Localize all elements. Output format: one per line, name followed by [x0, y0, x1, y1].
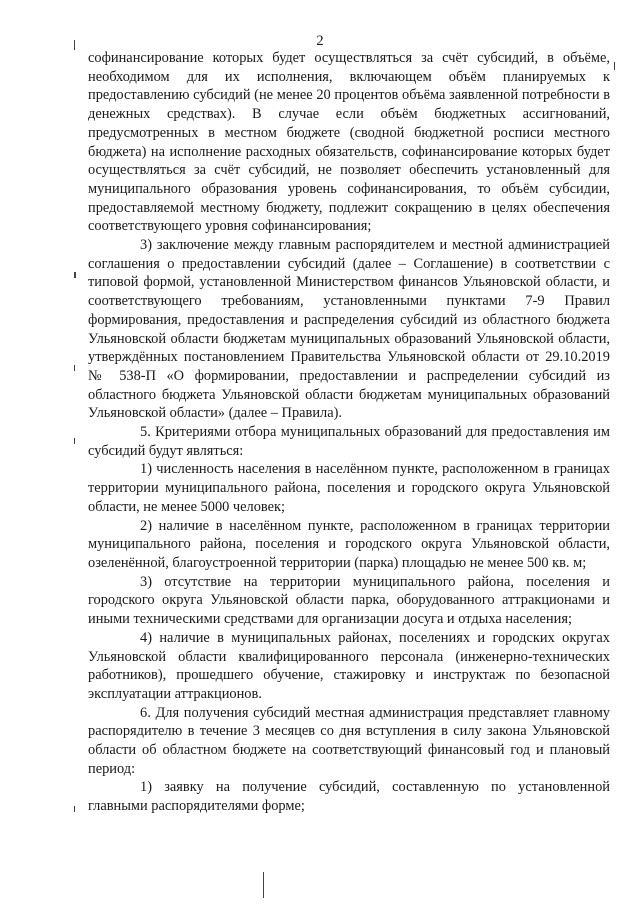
paragraph-continuation: софинансирование которых будет осуществляться за счёт субсидий, в объёме, необходимом для их исполнения, включающем объём планируемых к предоставлению субсидий (не менее 20 процентов объёма заявленной потребности в денежных средствах). В случае если объём бюджетных ассигнований, предусмотренных в местном бюджете (сводной бюджетной росписи местного бюджета) на исполнение расходных обязательств, софинансирование которых будет осуществляться за счёт субсидий, не позволяет обеспечить установленный для муниципального образования уровень софинансирования, то объём субсидии, предоставляемой местному бюджету, подлежит сокращению в целях обеспечения соответствующего уровня софинансирования;: [88, 50, 610, 235]
paragraph-criterion-3: 3) отсутствие на территории муниципального района, поселения и городского округа Ульяновской области парка, оборудованного аттракционами и иными техническими средствами для организации досуга и отдыха населения;: [88, 573, 610, 628]
paragraph-criterion-2: 2) наличие в населённом пункте, расположенном в границах территории муниципального района, поселения и городского округа Ульяновской области, озеленённой, благоустроенной территории (парка) площадью не менее 500 кв. м;: [88, 517, 610, 571]
paragraph-item-3-agreement: 3) заключение между главным распорядителем и местной администрацией соглашения о предоставлении субсидий (далее – Соглашение) в соответствии с типовой формой, установленной Министерством финансов Ульяновской области, и соответствующего требованиям, установленными пунктами 7-9 Правил формирования, предоставления и распределения субсидий из областного бюджета Ульяновской области бюджетам муниципальных образований Ульяновской области, утверждённых постановлением Правительства Ульяновской области от 29.10.2019 № 538-П «О формировании, предоставлении и распределении субсидий из областного бюджета Ульяновской области бюджетам муниципальных образований Ульяновской области» (далее – Правила).: [88, 237, 610, 422]
paragraph-section-6: 6. Для получения субсидий местная администрация представляет главному распорядителю в течение 3 месяцев со дня вступления в силу закона Ульяновской области об областном бюджете на соответствующий финансовый год и плановый период:: [88, 704, 610, 777]
scan-mark-left-1: [74, 272, 76, 278]
scan-mark-left-3: [74, 438, 75, 444]
scan-mark-left-top: [74, 40, 75, 50]
paragraph-criterion-1: 1) численность населения в населённом пункте, расположенном в границах территории муниципального района, поселения и городского округа Ульяновской области, не менее 5000 человек;: [88, 461, 610, 515]
scan-mark-right: [614, 62, 615, 70]
paragraph-section-5: 5. Критериями отбора муниципальных образований для предоставления им субсидий будут являться:: [88, 424, 610, 459]
page-number: 2: [316, 33, 324, 49]
scan-mark-left-2: [74, 365, 75, 371]
scan-mark-bottom: [263, 872, 264, 898]
scan-mark-left-4: [74, 806, 75, 812]
paragraph-criterion-4: 4) наличие в муниципальных районах, поселениях и городских округах Ульяновской области квалифицированного персонала (инженерно-технических работников), прошедшего обучение, стажировку и инструктаж по безопасной эксплуатации аттракционов.: [88, 629, 610, 702]
paragraph-item-1-application: 1) заявку на получение субсидий, составленную по установленной главными распорядителями форме;: [88, 779, 610, 815]
document-body: [88, 49, 610, 816]
